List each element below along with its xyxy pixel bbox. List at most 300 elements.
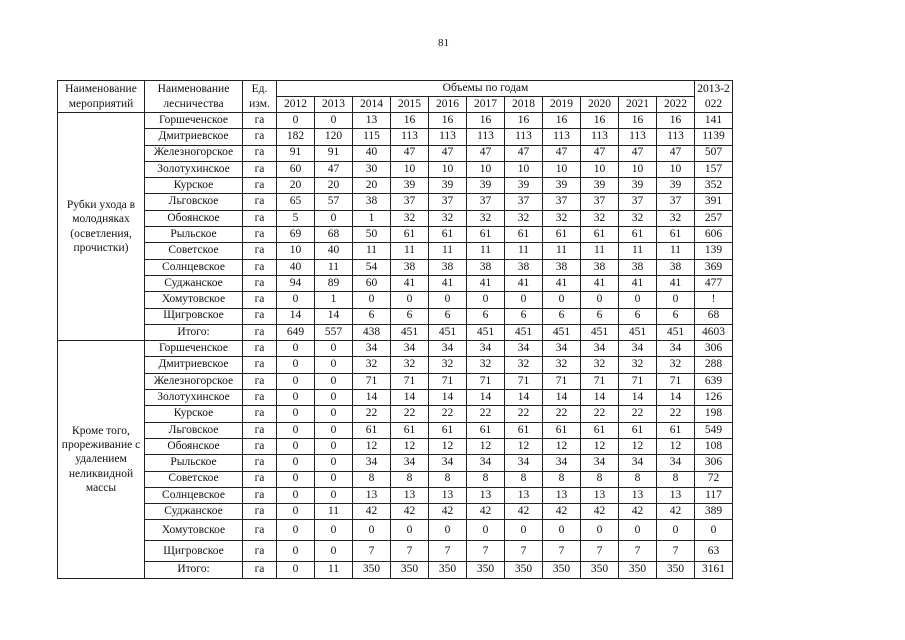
total-cell: 606: [695, 227, 733, 243]
activity-name: Кроме того, прореживание с удалением неликвидной массы: [58, 341, 145, 579]
forestry-name: Льговское: [145, 422, 243, 438]
year-value-cell: 71: [619, 373, 657, 389]
year-value-cell: 42: [467, 504, 505, 520]
year-value-cell: 350: [353, 562, 391, 578]
total-cell: 117: [695, 487, 733, 503]
year-value-cell: 37: [505, 194, 543, 210]
year-value-cell: 12: [505, 438, 543, 454]
year-value-cell: 32: [619, 357, 657, 373]
year-value-cell: 34: [619, 341, 657, 357]
year-value-cell: 40: [315, 243, 353, 259]
year-value-cell: 61: [619, 227, 657, 243]
unit-cell: га: [243, 243, 277, 259]
year-value-cell: 8: [505, 471, 543, 487]
year-value-cell: 13: [543, 487, 581, 503]
total-cell: 391: [695, 194, 733, 210]
year-value-cell: 7: [391, 541, 429, 562]
year-value-cell: 57: [315, 194, 353, 210]
year-value-cell: 38: [657, 259, 695, 275]
year-value-cell: 39: [657, 178, 695, 194]
year-value-cell: 350: [619, 562, 657, 578]
unit-cell: га: [243, 210, 277, 226]
forestry-name: Советское: [145, 243, 243, 259]
year-value-cell: 182: [277, 129, 315, 145]
year-value-cell: 16: [391, 113, 429, 129]
total-cell: 108: [695, 438, 733, 454]
year-value-cell: 350: [581, 562, 619, 578]
year-value-cell: 451: [505, 324, 543, 340]
year-value-cell: 113: [657, 129, 695, 145]
forestry-name: Рыльское: [145, 227, 243, 243]
header-year: 2013: [315, 97, 353, 113]
table-row: [58, 275, 733, 291]
activity-name: Рубки ухода в молодняках (осветления, прочистки): [58, 113, 145, 341]
year-value-cell: 16: [429, 113, 467, 129]
year-value-cell: 47: [581, 145, 619, 161]
year-value-cell: 71: [391, 373, 429, 389]
year-value-cell: 34: [581, 341, 619, 357]
year-value-cell: 0: [353, 520, 391, 541]
year-value-cell: 0: [315, 210, 353, 226]
year-value-cell: 34: [429, 341, 467, 357]
year-value-cell: 0: [315, 438, 353, 454]
table-row: [58, 194, 733, 210]
year-value-cell: 39: [543, 178, 581, 194]
year-value-cell: 71: [467, 373, 505, 389]
year-value-cell: 41: [543, 275, 581, 291]
year-value-cell: 0: [391, 292, 429, 308]
year-value-cell: 42: [543, 504, 581, 520]
total-cell: 72: [695, 471, 733, 487]
year-value-cell: 0: [315, 487, 353, 503]
year-value-cell: 13: [353, 113, 391, 129]
forestry-name: Железногорское: [145, 373, 243, 389]
header-activity: Наименование мероприятий: [58, 81, 145, 113]
year-value-cell: 0: [315, 520, 353, 541]
year-value-cell: 37: [619, 194, 657, 210]
forestry-name: Железногорское: [145, 145, 243, 161]
year-value-cell: 1: [315, 292, 353, 308]
year-value-cell: 14: [657, 390, 695, 406]
unit-cell: га: [243, 178, 277, 194]
year-value-cell: 0: [277, 357, 315, 373]
year-value-cell: 22: [657, 406, 695, 422]
year-value-cell: 13: [505, 487, 543, 503]
year-value-cell: 11: [315, 504, 353, 520]
year-value-cell: 38: [505, 259, 543, 275]
year-value-cell: 37: [429, 194, 467, 210]
forestry-name: Солнцевское: [145, 487, 243, 503]
year-value-cell: 13: [353, 487, 391, 503]
unit-cell: га: [243, 308, 277, 324]
year-value-cell: 5: [277, 210, 315, 226]
header-volumes-by-year: Объемы по годам: [277, 81, 695, 97]
total-cell: 3161: [695, 562, 733, 578]
year-value-cell: 11: [543, 243, 581, 259]
year-value-cell: 22: [505, 406, 543, 422]
header-year: 2018: [505, 97, 543, 113]
year-value-cell: 0: [467, 292, 505, 308]
year-value-cell: 50: [353, 227, 391, 243]
year-value-cell: 6: [429, 308, 467, 324]
year-value-cell: 20: [315, 178, 353, 194]
year-value-cell: 12: [391, 438, 429, 454]
table-row: [58, 406, 733, 422]
year-value-cell: 12: [429, 438, 467, 454]
year-value-cell: 22: [391, 406, 429, 422]
year-value-cell: 350: [391, 562, 429, 578]
forestry-name: Щигровское: [145, 541, 243, 562]
year-value-cell: 41: [581, 275, 619, 291]
total-cell: 63: [695, 541, 733, 562]
year-value-cell: 32: [505, 357, 543, 373]
year-value-cell: 0: [315, 471, 353, 487]
forestry-name: Хомутовское: [145, 520, 243, 541]
year-value-cell: 38: [429, 259, 467, 275]
total-cell: 68: [695, 308, 733, 324]
year-value-cell: 7: [657, 541, 695, 562]
year-value-cell: 0: [505, 292, 543, 308]
year-value-cell: 47: [619, 145, 657, 161]
forestry-name: Дмитриевское: [145, 357, 243, 373]
year-value-cell: 7: [505, 541, 543, 562]
year-value-cell: 14: [353, 390, 391, 406]
forestry-name: Солнцевское: [145, 259, 243, 275]
year-value-cell: 10: [391, 161, 429, 177]
year-value-cell: 89: [315, 275, 353, 291]
year-value-cell: 41: [619, 275, 657, 291]
year-value-cell: 20: [277, 178, 315, 194]
unit-cell: га: [243, 541, 277, 562]
year-value-cell: 61: [429, 227, 467, 243]
year-value-cell: 0: [391, 520, 429, 541]
year-value-cell: 37: [657, 194, 695, 210]
year-value-cell: 7: [543, 541, 581, 562]
year-value-cell: 39: [581, 178, 619, 194]
year-value-cell: 0: [277, 504, 315, 520]
year-value-cell: 32: [505, 210, 543, 226]
unit-cell: га: [243, 390, 277, 406]
year-value-cell: 32: [353, 357, 391, 373]
year-value-cell: 16: [467, 113, 505, 129]
total-cell: 141: [695, 113, 733, 129]
table-row: [58, 390, 733, 406]
year-value-cell: 30: [353, 161, 391, 177]
header-year: 2012: [277, 97, 315, 113]
year-value-cell: 14: [543, 390, 581, 406]
forestry-name: Советское: [145, 471, 243, 487]
year-value-cell: 60: [277, 161, 315, 177]
year-value-cell: 13: [581, 487, 619, 503]
year-value-cell: 42: [619, 504, 657, 520]
year-value-cell: 32: [581, 357, 619, 373]
year-value-cell: 42: [429, 504, 467, 520]
year-value-cell: 22: [619, 406, 657, 422]
year-value-cell: 37: [581, 194, 619, 210]
year-value-cell: 11: [657, 243, 695, 259]
year-value-cell: 16: [543, 113, 581, 129]
year-value-cell: 47: [315, 161, 353, 177]
total-cell: 288: [695, 357, 733, 373]
table-row: [58, 373, 733, 389]
year-value-cell: 12: [353, 438, 391, 454]
year-value-cell: 71: [581, 373, 619, 389]
year-value-cell: 0: [353, 292, 391, 308]
year-value-cell: 0: [581, 520, 619, 541]
year-value-cell: 13: [619, 487, 657, 503]
year-value-cell: 7: [467, 541, 505, 562]
year-value-cell: 0: [277, 455, 315, 471]
year-value-cell: 61: [505, 227, 543, 243]
year-value-cell: 451: [581, 324, 619, 340]
year-value-cell: 0: [619, 520, 657, 541]
year-value-cell: 32: [543, 210, 581, 226]
year-value-cell: 39: [391, 178, 429, 194]
year-value-cell: 42: [657, 504, 695, 520]
forestry-name: Суджанское: [145, 275, 243, 291]
forestry-name: Курское: [145, 406, 243, 422]
year-value-cell: 61: [619, 422, 657, 438]
year-value-cell: 451: [619, 324, 657, 340]
year-value-cell: 113: [391, 129, 429, 145]
year-value-cell: 61: [429, 422, 467, 438]
unit-cell: га: [243, 324, 277, 340]
year-value-cell: 11: [315, 562, 353, 578]
year-value-cell: 0: [315, 113, 353, 129]
year-value-cell: 40: [353, 145, 391, 161]
forestry-name: Обоянское: [145, 438, 243, 454]
unit-cell: га: [243, 357, 277, 373]
year-value-cell: 350: [657, 562, 695, 578]
forestry-name: Золотухинское: [145, 161, 243, 177]
year-value-cell: 34: [543, 455, 581, 471]
year-value-cell: 13: [391, 487, 429, 503]
year-value-cell: 38: [391, 259, 429, 275]
table-row: [58, 243, 733, 259]
forestry-name: Курское: [145, 178, 243, 194]
year-value-cell: 0: [315, 390, 353, 406]
year-value-cell: 0: [277, 113, 315, 129]
year-value-cell: 0: [581, 292, 619, 308]
year-value-cell: 47: [429, 145, 467, 161]
year-value-cell: 6: [619, 308, 657, 324]
year-value-cell: 0: [315, 541, 353, 562]
year-value-cell: 350: [505, 562, 543, 578]
year-value-cell: 41: [657, 275, 695, 291]
year-value-cell: 71: [353, 373, 391, 389]
forestry-name: Льговское: [145, 194, 243, 210]
forestry-name: Горшеченское: [145, 113, 243, 129]
table-row: [58, 504, 733, 520]
year-value-cell: 350: [543, 562, 581, 578]
year-value-cell: 350: [429, 562, 467, 578]
year-value-cell: 34: [505, 341, 543, 357]
unit-cell: га: [243, 438, 277, 454]
year-value-cell: 10: [657, 161, 695, 177]
year-value-cell: 14: [619, 390, 657, 406]
table-row: [58, 210, 733, 226]
year-value-cell: 68: [315, 227, 353, 243]
year-value-cell: 16: [581, 113, 619, 129]
year-value-cell: 7: [581, 541, 619, 562]
year-value-cell: 32: [543, 357, 581, 373]
year-value-cell: 16: [619, 113, 657, 129]
year-value-cell: 11: [353, 243, 391, 259]
year-value-cell: 10: [429, 161, 467, 177]
year-value-cell: 91: [315, 145, 353, 161]
year-value-cell: 38: [581, 259, 619, 275]
year-value-cell: 32: [391, 210, 429, 226]
year-value-cell: 0: [429, 520, 467, 541]
unit-cell: га: [243, 520, 277, 541]
year-value-cell: 47: [657, 145, 695, 161]
year-value-cell: 32: [619, 210, 657, 226]
year-value-cell: 451: [429, 324, 467, 340]
table-total-row: [58, 324, 733, 340]
year-value-cell: 11: [391, 243, 429, 259]
year-value-cell: 38: [619, 259, 657, 275]
year-value-cell: 113: [429, 129, 467, 145]
table-row: [58, 455, 733, 471]
total-cell: 306: [695, 455, 733, 471]
year-value-cell: 1: [353, 210, 391, 226]
unit-cell: га: [243, 562, 277, 578]
year-value-cell: 22: [353, 406, 391, 422]
year-value-cell: 71: [505, 373, 543, 389]
year-value-cell: 22: [467, 406, 505, 422]
year-value-cell: 34: [353, 455, 391, 471]
total-cell: 4603: [695, 324, 733, 340]
year-value-cell: 8: [391, 471, 429, 487]
forestry-name: Горшеченское: [145, 341, 243, 357]
year-value-cell: 557: [315, 324, 353, 340]
header-year: 2022: [657, 97, 695, 113]
total-cell: 477: [695, 275, 733, 291]
header-total-range: 2013-2022: [695, 81, 733, 113]
year-value-cell: 6: [353, 308, 391, 324]
year-value-cell: 11: [429, 243, 467, 259]
year-value-cell: 649: [277, 324, 315, 340]
year-value-cell: 451: [467, 324, 505, 340]
forestry-name: Дмитриевское: [145, 129, 243, 145]
year-value-cell: 61: [353, 422, 391, 438]
year-value-cell: 32: [657, 357, 695, 373]
total-cell: 126: [695, 390, 733, 406]
year-value-cell: 115: [353, 129, 391, 145]
year-value-cell: 38: [467, 259, 505, 275]
table-row: [58, 161, 733, 177]
year-value-cell: 8: [581, 471, 619, 487]
year-value-cell: 8: [353, 471, 391, 487]
year-value-cell: 69: [277, 227, 315, 243]
year-value-cell: 0: [315, 373, 353, 389]
total-cell: 257: [695, 210, 733, 226]
unit-cell: га: [243, 161, 277, 177]
year-value-cell: 0: [277, 541, 315, 562]
year-value-cell: 0: [277, 562, 315, 578]
year-value-cell: 16: [505, 113, 543, 129]
table-row: [58, 471, 733, 487]
year-value-cell: 12: [581, 438, 619, 454]
year-value-cell: 8: [467, 471, 505, 487]
year-value-cell: 0: [657, 292, 695, 308]
year-value-cell: 0: [429, 292, 467, 308]
table-row: [58, 292, 733, 308]
year-value-cell: 11: [505, 243, 543, 259]
year-value-cell: 6: [657, 308, 695, 324]
year-value-cell: 41: [505, 275, 543, 291]
year-value-cell: 94: [277, 275, 315, 291]
unit-cell: га: [243, 487, 277, 503]
year-value-cell: 12: [619, 438, 657, 454]
unit-cell: га: [243, 259, 277, 275]
year-value-cell: 0: [315, 357, 353, 373]
year-value-cell: 0: [315, 455, 353, 471]
unit-cell: га: [243, 504, 277, 520]
year-value-cell: 61: [657, 227, 695, 243]
year-value-cell: 12: [543, 438, 581, 454]
year-value-cell: 16: [657, 113, 695, 129]
unit-cell: га: [243, 145, 277, 161]
year-value-cell: 61: [467, 422, 505, 438]
year-value-cell: 61: [467, 227, 505, 243]
year-value-cell: 0: [505, 520, 543, 541]
year-value-cell: 451: [657, 324, 695, 340]
year-value-cell: 0: [277, 520, 315, 541]
year-value-cell: 6: [543, 308, 581, 324]
year-value-cell: 34: [505, 455, 543, 471]
unit-cell: га: [243, 341, 277, 357]
year-value-cell: 0: [277, 341, 315, 357]
year-value-cell: 34: [467, 341, 505, 357]
unit-cell: га: [243, 422, 277, 438]
forestry-name: Итого:: [145, 562, 243, 578]
year-value-cell: 438: [353, 324, 391, 340]
year-value-cell: 41: [391, 275, 429, 291]
year-value-cell: 65: [277, 194, 315, 210]
year-value-cell: 61: [391, 422, 429, 438]
year-value-cell: 61: [391, 227, 429, 243]
year-value-cell: 6: [581, 308, 619, 324]
year-value-cell: 34: [657, 341, 695, 357]
header-year: 2015: [391, 97, 429, 113]
year-value-cell: 47: [467, 145, 505, 161]
year-value-cell: 113: [619, 129, 657, 145]
year-value-cell: 0: [657, 520, 695, 541]
year-value-cell: 34: [391, 341, 429, 357]
year-value-cell: 61: [543, 422, 581, 438]
year-value-cell: 34: [467, 455, 505, 471]
year-value-cell: 39: [505, 178, 543, 194]
table-row: [58, 520, 733, 541]
table-row: [58, 259, 733, 275]
total-cell: 549: [695, 422, 733, 438]
year-value-cell: 10: [505, 161, 543, 177]
table-row: [58, 113, 733, 129]
year-value-cell: 0: [543, 520, 581, 541]
year-value-cell: 39: [429, 178, 467, 194]
year-value-cell: 47: [505, 145, 543, 161]
unit-cell: га: [243, 275, 277, 291]
year-value-cell: 37: [391, 194, 429, 210]
table-row: [58, 178, 733, 194]
table-row: [58, 341, 733, 357]
year-value-cell: 41: [467, 275, 505, 291]
header-unit: Ед. изм.: [243, 81, 277, 113]
year-value-cell: 39: [619, 178, 657, 194]
year-value-cell: 14: [467, 390, 505, 406]
year-value-cell: 13: [429, 487, 467, 503]
